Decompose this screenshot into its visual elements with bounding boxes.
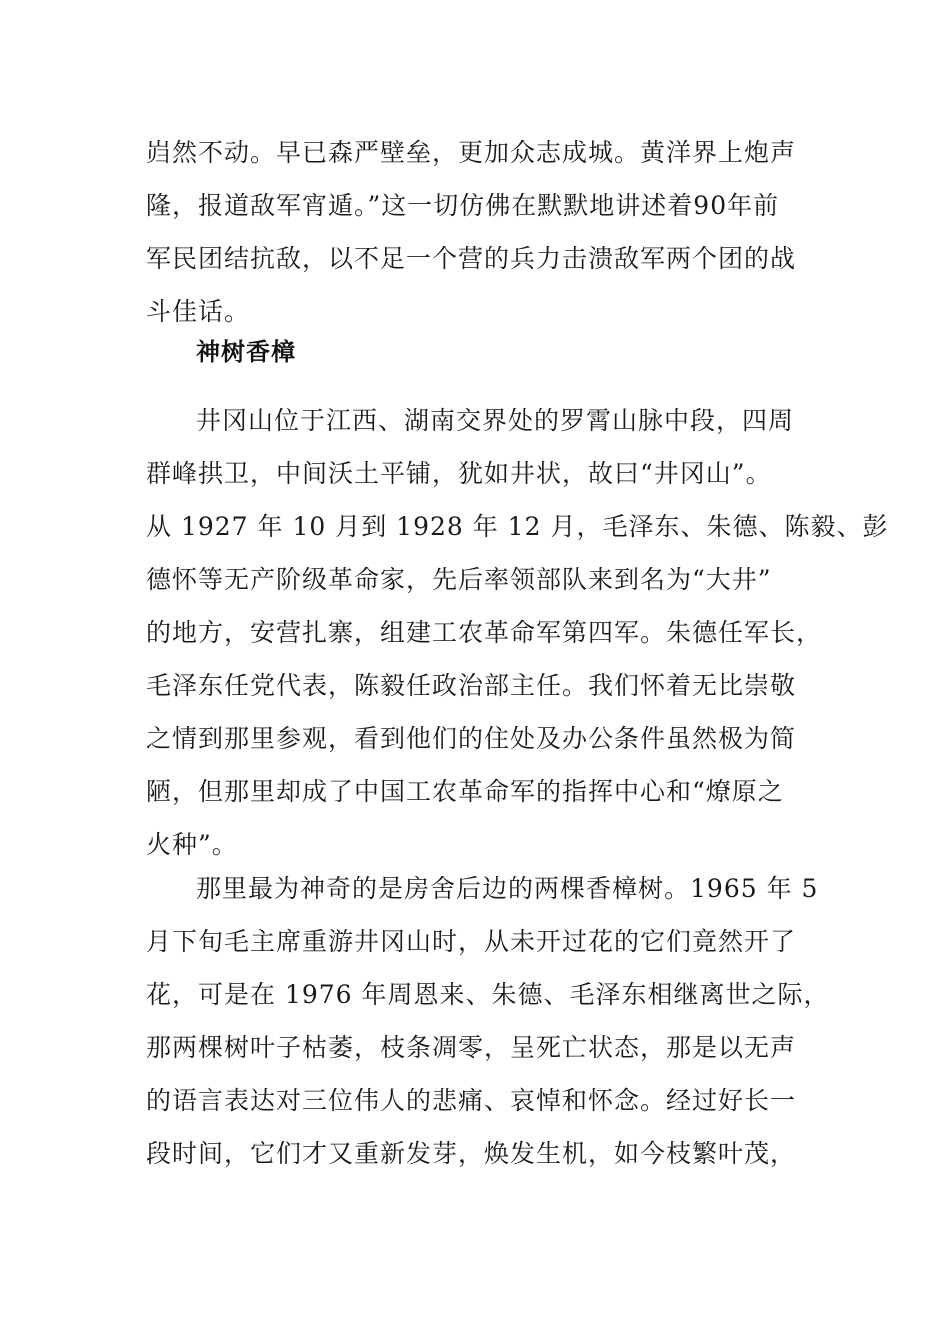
text-line: 军民团结抗敌，以不足一个营的兵力击溃敌军两个团的战 <box>146 244 797 273</box>
text-line: 井冈山位于江西、湖南交界处的罗霄山脉中段，四周 <box>196 406 795 435</box>
text-line: 那里最为神奇的是房舍后边的两棵香樟树。1965 年 5 <box>196 874 819 903</box>
text-line: 群峰拱卫，中间沃土平铺，犹如井状，故曰“井冈山”。 <box>146 459 772 488</box>
text-line: 斗佳话。 <box>146 297 251 326</box>
paragraph-trees <box>146 862 830 1180</box>
text-line: 岿然不动。早已森严壁垒，更加众志成城。黄洋界上炮声 <box>146 138 797 167</box>
text-line: 陋，但那里却成了中国工农革命军的指挥中心和“燎原之 <box>146 777 784 806</box>
text-line: 之情到那里参观，看到他们的住处及办公条件虽然极为简 <box>146 724 797 753</box>
text-line: 的地方，安营扎寨，组建工农革命军第四军。朱德任军长， <box>146 618 823 647</box>
text-line: 花，可是在 1976 年周恩来、朱德、毛泽东相继离世之际， <box>146 980 830 1009</box>
text-line: 火种”。 <box>146 830 238 859</box>
text-line: 月下旬毛主席重游井冈山时，从未开过花的它们竟然开了 <box>146 927 797 956</box>
text-line: 那两棵树叶子枯萎，枝条凋零，呈死亡状态，那是以无声 <box>146 1033 797 1062</box>
text-line: 隆，报道敌军宵遁。”这一切仿佛在默默地讲述着90年前 <box>146 191 780 220</box>
section-heading: 神树香樟 <box>196 338 296 366</box>
text-line: 德怀等无产阶级革命家，先后率领部队来到名为“大井” <box>146 565 772 594</box>
text-line: 毛泽东任党代表，陈毅任政治部主任。我们怀着无比崇敬 <box>146 671 797 700</box>
paragraph-jinggangshan <box>146 394 889 871</box>
text-line: 段时间，它们才又重新发芽，焕发生机，如今枝繁叶茂， <box>146 1139 797 1168</box>
text-line: 的语言表达对三位伟人的悲痛、哀悼和怀念。经过好长一 <box>146 1086 797 1115</box>
paragraph-intro <box>146 126 806 338</box>
text-line: 从 1927 年 10 月到 1928 年 12 月，毛泽东、朱德、陈毅、彭 <box>146 512 889 541</box>
